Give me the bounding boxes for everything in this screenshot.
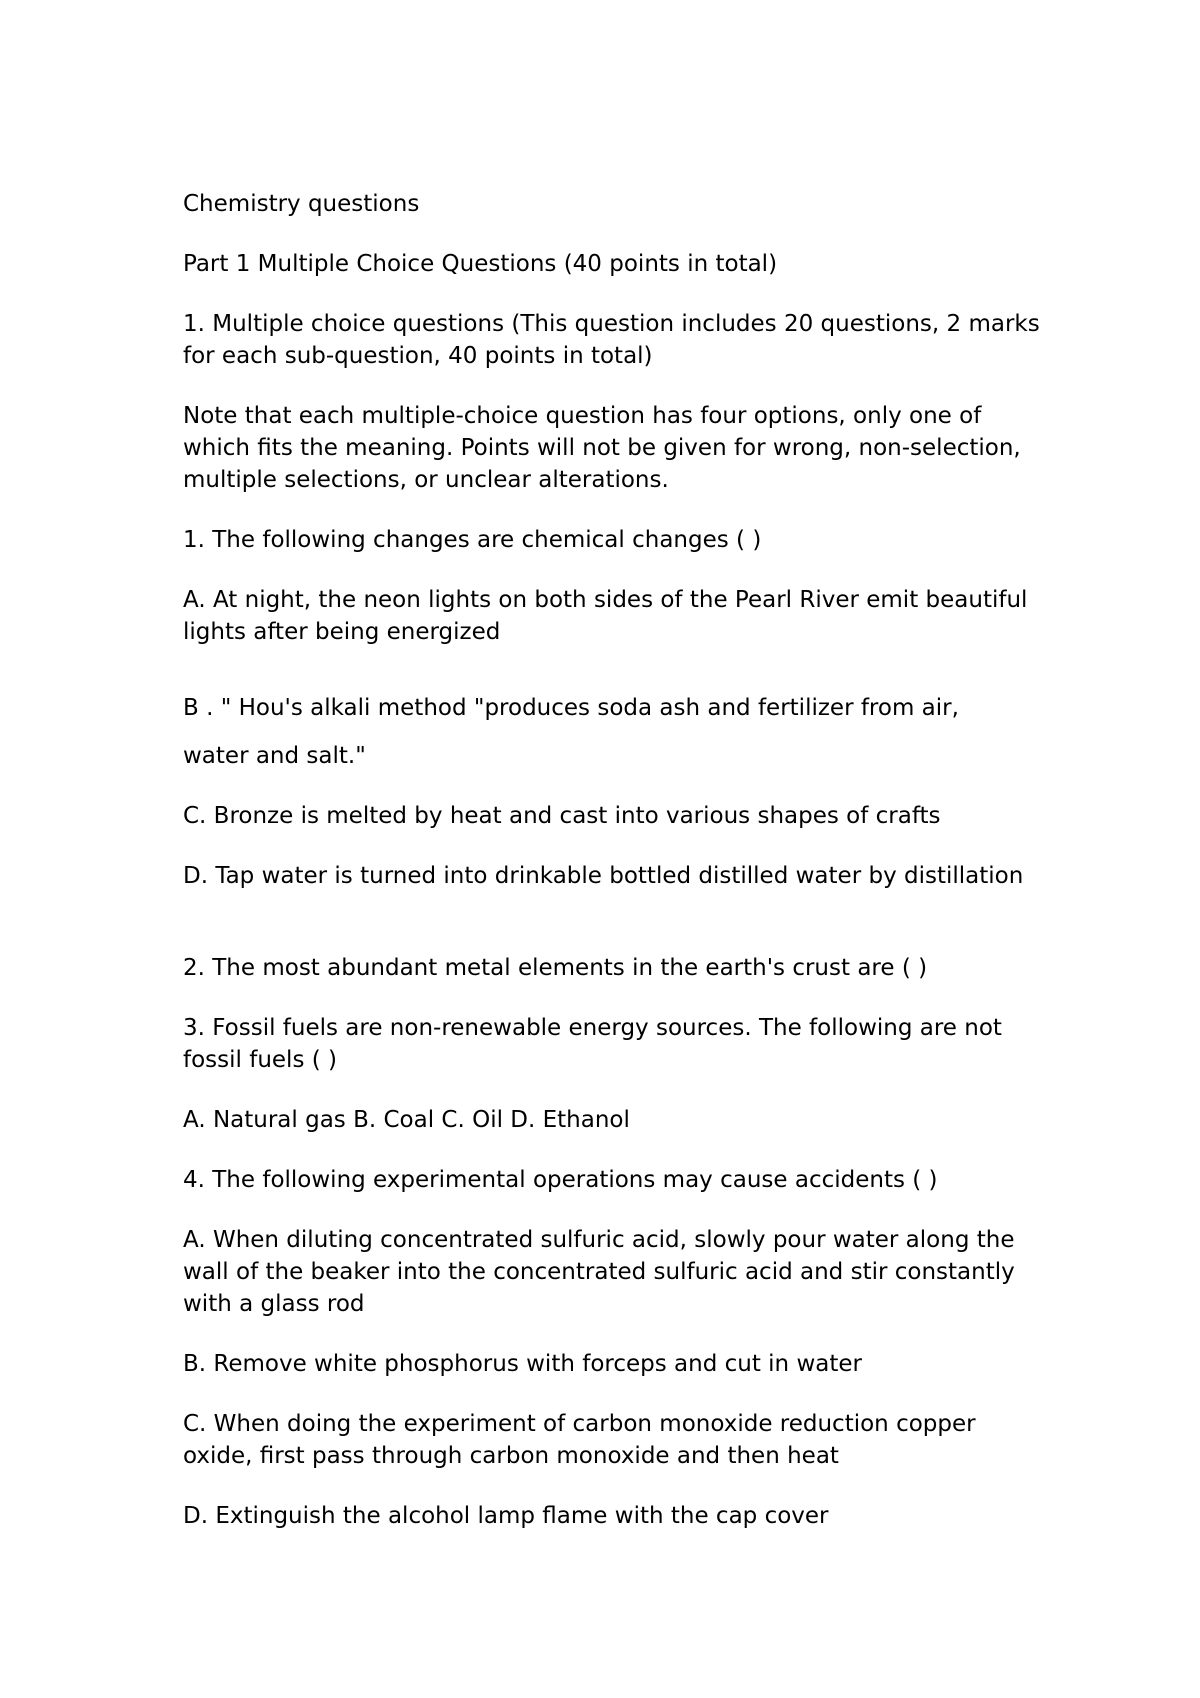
question-4-option-d: D. Extinguish the alcohol lamp flame with the cap cover (183, 1503, 829, 1529)
question-3-options: A. Natural gas B. Coal C. Oil D. Ethanol (183, 1107, 630, 1133)
question-4-option-c: C. When doing the experiment of carbon monoxide reduction copper oxide, first pass through carbon monoxide and then heat (183, 1411, 983, 1469)
document-title: Chemistry questions (183, 191, 420, 217)
instructions-note: Note that each multiple-choice question has four options, only one of which fits the meaning. Points will not be given for wrong, non-selection, multiple selections, or unclear alterations. (183, 403, 1029, 493)
question-1-option-b-line-2: water and salt." (183, 743, 366, 769)
question-4-option-a: A. When diluting concentrated sulfuric acid, slowly pour water along the wall of the beaker into the concentrated sulfuric acid and stir constantly with a glass rod (183, 1227, 1023, 1317)
question-1-option-d: D. Tap water is turned into drinkable bottled distilled water by distillation (183, 863, 1024, 889)
question-2-stem: 2. The most abundant metal elements in the earth's crust are ( ) (183, 955, 928, 981)
question-3-stem: 3. Fossil fuels are non-renewable energy sources. The following are not fossil fuels ( ) (183, 1015, 1010, 1073)
question-1-option-a: A. At night, the neon lights on both sides of the Pearl River emit beautiful lights after being energized (183, 587, 1035, 645)
question-4-stem: 4. The following experimental operations may cause accidents ( ) (183, 1167, 938, 1193)
question-1-stem: 1. The following changes are chemical changes ( ) (183, 527, 762, 553)
part-heading: Part 1 Multiple Choice Questions (40 points in total) (183, 251, 778, 277)
section-heading: 1. Multiple choice questions (This question includes 20 questions, 2 marks for each sub-question, 40 points in total) (183, 311, 1048, 369)
question-1-option-c: C. Bronze is melted by heat and cast into various shapes of crafts (183, 803, 941, 829)
question-1-option-b-line-1: B . " Hou's alkali method "produces soda ash and fertilizer from air, (183, 695, 959, 721)
question-4-option-b: B. Remove white phosphorus with forceps and cut in water (183, 1351, 862, 1377)
